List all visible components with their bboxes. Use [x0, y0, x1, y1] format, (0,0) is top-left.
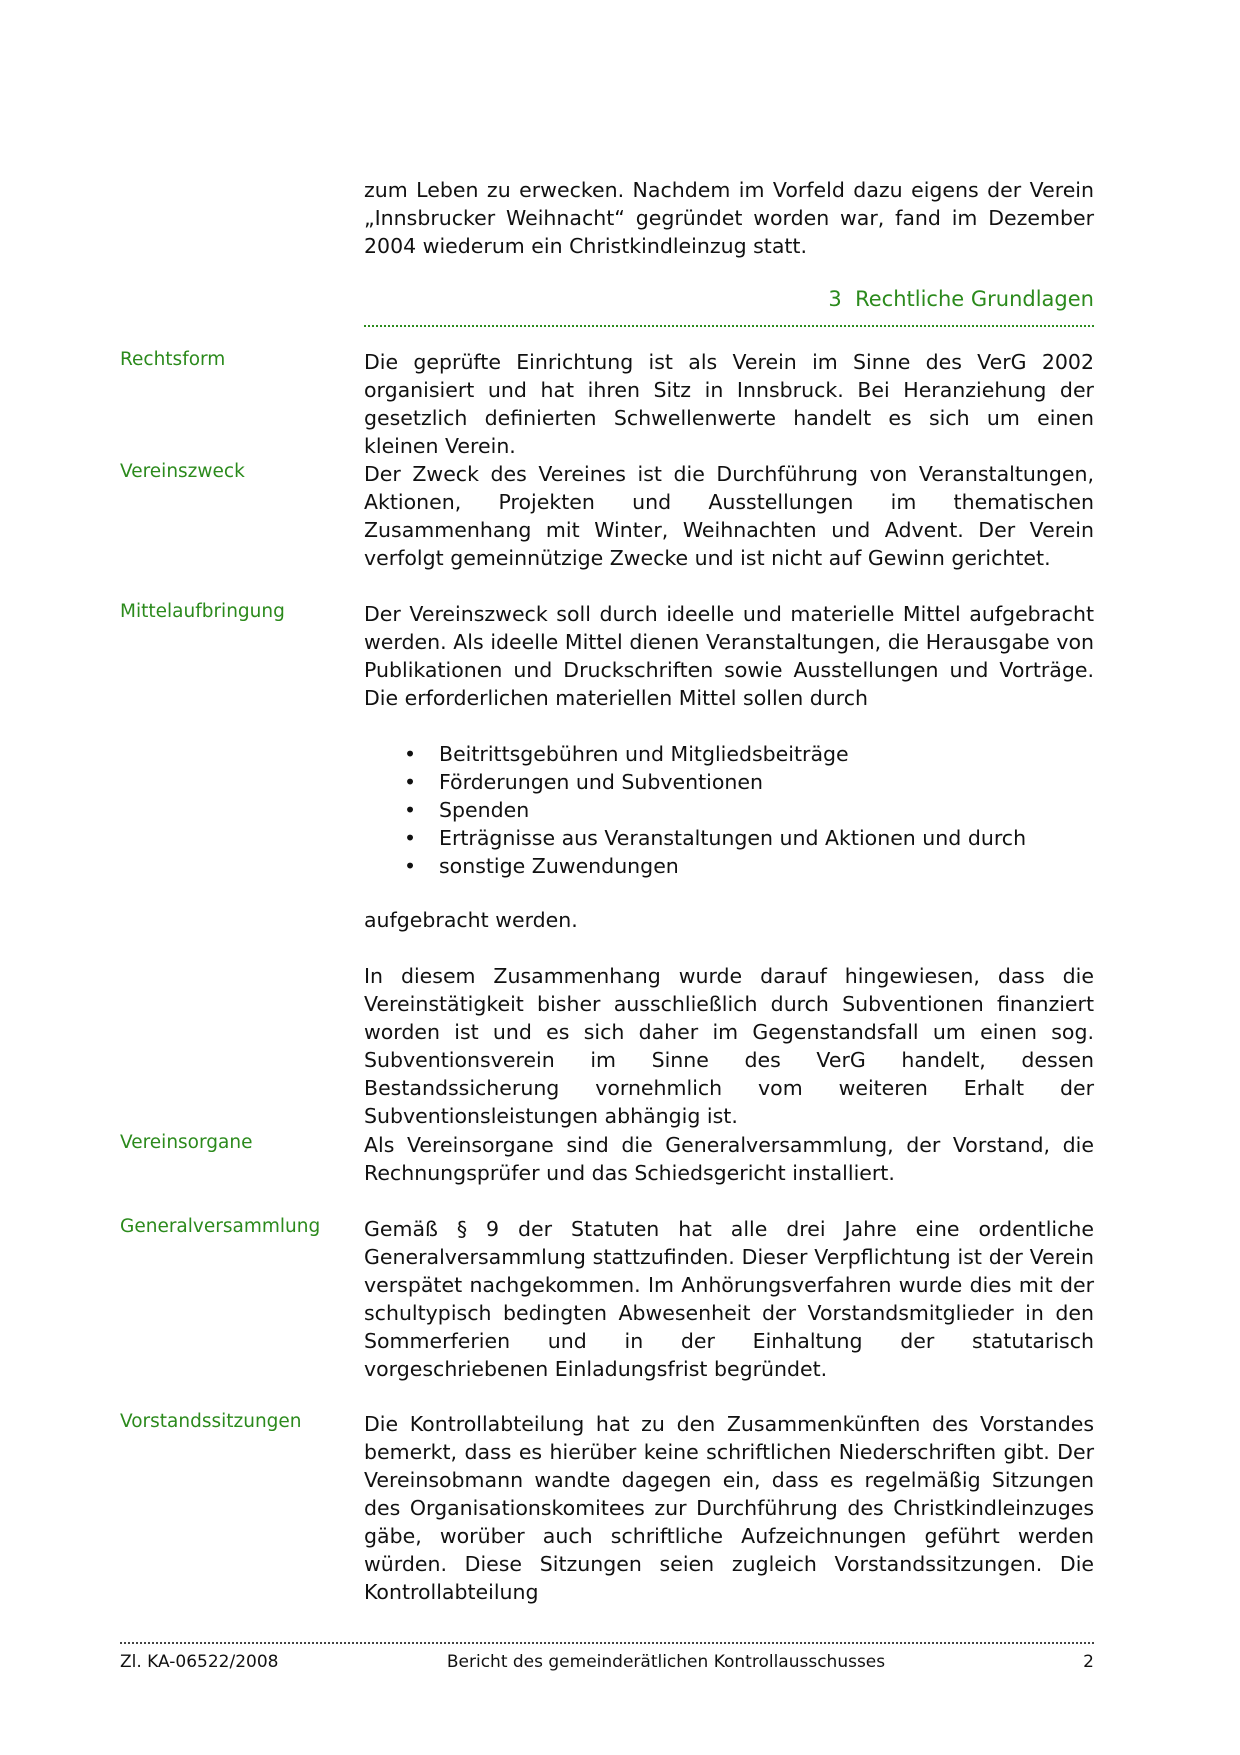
rechtsform-paragraph: Die geprüfte Einrichtung ist als Verein im Sinne des VerG 2002 organisiert und hat ihren Sitz in Innsbruck. Bei Heranziehung der gesetzlich definierten Schwellenwerte handelt es sich um einen kleinen Verein. [364, 350, 1094, 458]
intro-block [364, 176, 1094, 260]
mittel-paragraph: Der Vereinszweck soll durch ideelle und materielle Mittel aufgebracht werden. Als ideelle Mittel dienen Veranstaltungen, die Herausgabe von Publikationen und Druckschriften sowie Ausstellungen und Vorträge. Die erforderlichen materiellen Mittel sollen durch [364, 602, 1094, 710]
side-label-vorstandssitzungen: Vorstandssitzungen [120, 1411, 302, 1432]
generalversammlung-block [364, 1215, 1094, 1383]
footer-reference: Zl. KA-06522/2008 [120, 1652, 279, 1672]
section-number: 3 [828, 287, 842, 311]
section-heading [364, 285, 1094, 327]
vereinszweck-block [364, 460, 1094, 572]
list-item: • sonstige Zuwendungen [364, 852, 1094, 880]
footer-title [0, 1650, 1240, 1674]
side-label-rechtsform: Rechtsform [120, 349, 226, 370]
mittel-note-block [364, 962, 1094, 1130]
section-heading-text [828, 285, 1094, 313]
list-item: • Spenden [364, 796, 1094, 824]
side-label-generalversammlung: Generalversammlung [120, 1216, 321, 1237]
vereinszweck-paragraph: Der Zweck des Vereines ist die Durchführung von Veranstaltungen, Aktionen, Projekten und Ausstellungen im thematischen Zusammenhang mit Winter, Weihnachten und Advent. Der Verein verfolgt gemeinnützige Zwecke und ist nicht auf Gewinn gerichtet. [364, 462, 1094, 570]
side-label-mittelaufbringung: Mittelaufbringung [120, 601, 285, 622]
vorstandssitzungen-block [364, 1410, 1094, 1606]
vorstandssitzungen-paragraph: Die Kontrollabteilung hat zu den Zusammenkünften des Vorstandes bemerkt, dass es hierüber keine schriftlichen Niederschriften gibt. Der Vereinsobmann wandte dagegen ein, dass es regelmäßig Sitzungen des Organisationskomitees zur Durchführung des Christkindleinzuges gäbe, worüber auch schriftliche Aufzeichnungen geführt werden würden. Diese Sitzungen seien zugleich Vorstandssitzungen. Die Kontrollabteilung [364, 1412, 1094, 1604]
mittel-note-paragraph: In diesem Zusammenhang wurde darauf hingewiesen, dass die Vereinstätigkeit bisher ausschließlich durch Subventionen finanziert worden ist und es sich daher im Gegenstandsfall um einen sog. Subventionsverein im Sinne des VerG handelt, dessen Bestandssicherung vornehmlich vom weiteren Erhalt der Subventionsleistungen abhängig ist. [364, 964, 1094, 1128]
mittel-block [364, 600, 1094, 712]
footer-page-number: 2 [1083, 1652, 1094, 1672]
vereinsorgane-block [364, 1131, 1094, 1187]
section-title: Rechtliche Grundlagen [855, 287, 1094, 311]
mittel-after-text: aufgebracht werden. [364, 908, 578, 932]
list-item: • Förderungen und Subventionen [364, 768, 1094, 796]
rechtsform-block [364, 348, 1094, 460]
vereinsorgane-paragraph: Als Vereinsorgane sind die Generalversammlung, der Vorstand, die Rechnungsprüfer und das Schiedsgericht installiert. [364, 1133, 1094, 1185]
mittel-after-block [364, 906, 1094, 934]
footer-divider [120, 1642, 1094, 1644]
generalversammlung-paragraph: Gemäß § 9 der Statuten hat alle drei Jahre eine ordentliche Generalversammlung stattzufinden. Dieser Verpflichtung ist der Verein verspätet nachgekommen. Im Anhörungsverfahren wurde dies mit der schultypisch bedingten Abwesenheit der Vorstandsmitglieder in den Sommerferien und in der Einhaltung der statutarisch vorgeschriebenen Einladungsfrist begründet. [364, 1217, 1094, 1381]
list-item: • Beitrittsgebühren und Mitgliedsbeiträge [364, 740, 1094, 768]
intro-paragraph: zum Leben zu erwecken. Nachdem im Vorfeld dazu eigens der Verein „Innsbrucker Weihnacht“ gegründet worden war, fand im Dezember 2004 wiederum ein Christkindleinzug statt. [364, 178, 1094, 258]
mittel-bullet-list [364, 740, 1094, 880]
side-label-vereinszweck: Vereinszweck [120, 461, 245, 482]
footer-title-text: Bericht des gemeinderätlichen Kontrollausschusses [446, 1652, 886, 1672]
side-label-vereinsorgane: Vereinsorgane [120, 1132, 253, 1153]
list-item: • Erträgnisse aus Veranstaltungen und Aktionen und durch [364, 824, 1094, 852]
